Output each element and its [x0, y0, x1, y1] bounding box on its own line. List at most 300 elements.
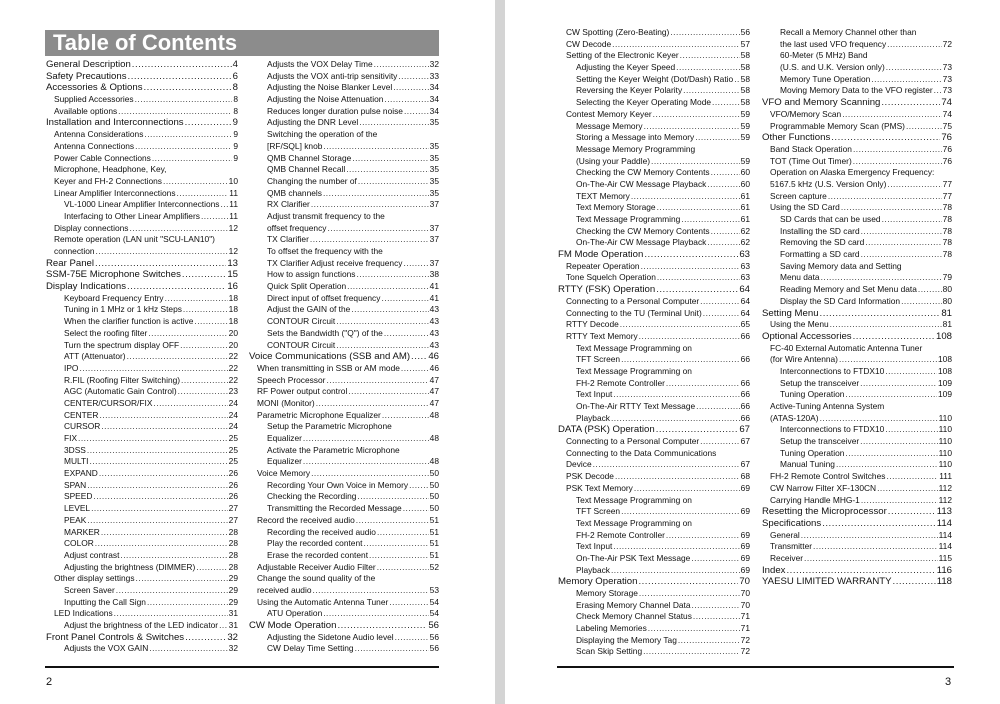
toc-entry[interactable]	[558, 319, 750, 331]
toc-entry[interactable]	[249, 550, 439, 562]
toc-entry[interactable]	[762, 179, 952, 191]
entry-title: Voice Communications (SSB and AM)	[249, 351, 411, 363]
toc-entry[interactable]	[46, 421, 238, 433]
toc-entry[interactable]	[249, 632, 439, 644]
toc-entry[interactable]	[249, 269, 439, 281]
toc-entry[interactable]	[46, 340, 238, 352]
entry-title: Safety Precautions	[46, 70, 127, 82]
toc-entry[interactable]	[762, 378, 952, 390]
entry-page-number: 12	[228, 222, 238, 233]
toc-entry[interactable]	[249, 538, 439, 550]
toc-entry[interactable]	[558, 191, 750, 203]
toc-entry[interactable]	[46, 363, 238, 375]
entry-title: CW Delay Time Setting	[267, 643, 354, 654]
entry-page-number: 48	[429, 409, 439, 420]
toc-entry[interactable]	[249, 468, 439, 480]
toc-entry[interactable]	[46, 316, 238, 328]
dot-leader	[398, 71, 428, 83]
toc-entry[interactable]	[249, 363, 439, 375]
toc-entry[interactable]	[46, 597, 238, 609]
toc-entry[interactable]	[46, 188, 238, 200]
toc-entry[interactable]	[46, 223, 238, 235]
entry-page-number: 37	[429, 222, 439, 233]
toc-entry[interactable]	[762, 530, 952, 542]
toc-entry[interactable]	[558, 74, 750, 86]
toc-entry[interactable]	[249, 176, 439, 188]
toc-entry[interactable]	[249, 94, 439, 106]
toc-entry[interactable]	[46, 375, 238, 387]
entry-page-number: 69	[740, 482, 750, 493]
toc-entry[interactable]	[249, 328, 439, 340]
dot-leader	[703, 308, 740, 320]
entry-page-number: 76	[942, 143, 952, 154]
toc-entry[interactable]	[249, 643, 439, 655]
toc-column	[249, 59, 439, 655]
entry-title: Text Input	[576, 541, 613, 552]
toc-entry[interactable]	[249, 491, 439, 503]
toc-entry[interactable]	[46, 129, 238, 141]
toc-section-entry[interactable]	[46, 632, 238, 644]
toc-entry[interactable]	[249, 234, 439, 246]
toc-entry[interactable]	[249, 258, 439, 270]
entry-page-number: 35	[429, 175, 439, 186]
toc-section-entry[interactable]	[46, 117, 238, 129]
toc-entry[interactable]	[46, 106, 238, 118]
entry-title: Record the received audio	[257, 514, 355, 525]
toc-entry[interactable]	[762, 74, 952, 86]
entry-page-number: 8	[233, 105, 238, 116]
entry-title: Memory Storage	[576, 588, 638, 598]
toc-entry[interactable]	[46, 410, 238, 422]
entry-title: Play the recorded content	[267, 538, 363, 549]
dot-leader	[615, 471, 740, 483]
toc-entry[interactable]	[249, 153, 439, 165]
toc-entry[interactable]	[762, 62, 952, 74]
toc-entry[interactable]	[46, 620, 238, 632]
toc-entry-line: Saving Memory data and Setting	[780, 260, 902, 271]
toc-entry[interactable]	[249, 585, 439, 597]
toc-entry[interactable]	[558, 378, 750, 390]
toc-entry[interactable]	[762, 272, 952, 284]
entry-title: Device	[566, 459, 592, 470]
toc-entry[interactable]	[46, 480, 238, 492]
entry-page-number: 77	[942, 178, 952, 189]
dot-leader	[853, 156, 942, 168]
entry-page-number: 48	[429, 433, 439, 443]
entry-page-number: 70	[739, 576, 750, 588]
toc-entry[interactable]	[558, 109, 750, 121]
toc-entry[interactable]	[558, 39, 750, 51]
toc-entry[interactable]	[249, 433, 439, 445]
toc-entry[interactable]	[249, 293, 439, 305]
toc-entry[interactable]	[558, 530, 750, 542]
dot-leader	[127, 281, 226, 293]
entry-page-number: 13	[227, 257, 238, 269]
toc-entry[interactable]	[762, 541, 952, 553]
entry-page-number: 64	[740, 295, 750, 306]
entry-page-number: 79	[942, 272, 952, 283]
entry-page-number: 59	[740, 132, 750, 143]
toc-entry[interactable]	[762, 483, 952, 495]
toc-entry[interactable]	[46, 328, 238, 340]
toc-entry[interactable]	[558, 308, 750, 320]
toc-entry[interactable]	[558, 389, 750, 401]
toc-entry[interactable]	[762, 109, 952, 121]
toc-entry[interactable]	[558, 354, 750, 366]
toc-entry[interactable]	[46, 503, 238, 515]
entry-title: Resetting the Microprocessor	[762, 506, 887, 518]
toc-entry[interactable]	[46, 211, 238, 223]
toc-section-entry[interactable]	[762, 308, 952, 320]
toc-entry[interactable]	[46, 398, 238, 410]
toc-section-entry[interactable]	[558, 576, 750, 588]
dot-leader	[384, 94, 428, 106]
entry-page-number: 114	[938, 529, 952, 540]
dot-leader	[881, 97, 940, 109]
entry-title: TFT Screen	[576, 506, 621, 517]
toc-entry[interactable]	[558, 506, 750, 518]
dot-leader	[91, 503, 228, 515]
dot-leader	[196, 562, 227, 574]
toc-entry[interactable]	[46, 199, 238, 211]
toc-entry[interactable]	[249, 281, 439, 293]
toc-entry[interactable]	[558, 27, 750, 39]
entry-page-number: 9	[232, 117, 238, 129]
page-number: 3	[945, 676, 952, 688]
dot-leader	[153, 398, 227, 410]
toc-entry[interactable]	[249, 316, 439, 328]
entry-page-number: 110	[938, 436, 952, 447]
toc-section-entry[interactable]	[46, 269, 238, 281]
toc-entry[interactable]	[762, 39, 952, 51]
toc-entry[interactable]	[46, 562, 238, 574]
toc-entry[interactable]	[762, 191, 952, 203]
entry-title: Checking the CW Memory Contents	[576, 167, 710, 178]
dot-leader	[676, 62, 740, 74]
dot-leader	[326, 375, 428, 387]
toc-entry[interactable]	[558, 401, 750, 413]
dot-leader	[711, 167, 740, 179]
toc-section-entry[interactable]	[558, 424, 750, 436]
toc-entry[interactable]	[46, 176, 238, 188]
toc-entry[interactable]	[762, 495, 952, 507]
dot-leader	[323, 188, 429, 200]
toc-entry[interactable]	[46, 573, 238, 585]
toc-section-entry[interactable]	[46, 281, 238, 293]
toc-entry[interactable]	[558, 436, 750, 448]
toc-section-entry[interactable]	[249, 620, 439, 632]
toc-entry[interactable]	[558, 62, 750, 74]
toc-entry[interactable]	[249, 527, 439, 539]
entry-page-number: 67	[740, 459, 750, 470]
toc-entry[interactable]	[558, 646, 750, 658]
toc-entry[interactable]	[762, 448, 952, 460]
toc-entry[interactable]	[46, 141, 238, 153]
toc-entry[interactable]	[558, 565, 750, 577]
entry-page-number: 9	[233, 140, 238, 151]
entry-title: Direct input of offset frequency	[267, 292, 381, 303]
entry-page-number: 15	[227, 269, 238, 281]
toc-entry[interactable]	[762, 459, 952, 471]
dot-leader	[148, 328, 227, 340]
toc-section-entry[interactable]	[249, 351, 439, 363]
toc-entry[interactable]	[558, 553, 750, 565]
toc-entry[interactable]	[558, 226, 750, 238]
toc-entry[interactable]	[558, 167, 750, 179]
toc-entry[interactable]	[762, 424, 952, 436]
toc-entry[interactable]	[46, 153, 238, 165]
entry-title: PEAK	[64, 514, 87, 525]
toc-section-entry[interactable]	[762, 331, 952, 343]
entry-page-number: 48	[429, 456, 439, 467]
toc-entry[interactable]	[249, 456, 439, 468]
toc-entry-line: Switching the operation of the	[267, 129, 378, 140]
dot-leader	[311, 468, 429, 480]
entry-title: DATA (PSK) Operation	[558, 424, 655, 436]
toc-entry[interactable]	[762, 296, 952, 308]
toc-entry[interactable]	[762, 413, 952, 425]
toc-entry[interactable]	[249, 106, 439, 118]
toc-entry[interactable]	[46, 433, 238, 445]
toc-entry[interactable]	[558, 331, 750, 343]
toc-section-entry[interactable]	[762, 576, 952, 588]
entry-page-number: 69	[740, 564, 750, 575]
toc-entry[interactable]	[249, 410, 439, 422]
toc-entry[interactable]	[249, 71, 439, 83]
dot-leader	[393, 82, 428, 94]
dot-leader	[101, 421, 227, 433]
entry-page-number: 28	[228, 538, 238, 549]
entry-title: When the clarifier function is active	[64, 316, 194, 327]
toc-entry-line: Operation on Alaska Emergency Frequency:	[770, 167, 935, 178]
toc-entry[interactable]	[46, 445, 238, 457]
entry-page-number: 58	[740, 73, 750, 84]
entry-page-number: 80	[942, 284, 952, 295]
entry-title: CW Spotting (Zero-Beating)	[566, 27, 670, 37]
entry-title: Speech Processor	[257, 374, 326, 385]
entry-title: How to assign functions	[267, 269, 356, 280]
toc-entry[interactable]	[558, 600, 750, 612]
entry-page-number: 34	[429, 105, 439, 116]
toc-entry[interactable]	[249, 398, 439, 410]
dot-leader	[639, 588, 740, 600]
entry-page-number: 60	[740, 178, 750, 189]
toc-entry-line: Microphone, Headphone, Key,	[54, 164, 167, 175]
toc-entry[interactable]	[762, 471, 952, 483]
entry-page-number: 56	[429, 631, 439, 642]
entry-title: Antenna Considerations	[54, 129, 144, 140]
toc-entry[interactable]	[249, 515, 439, 527]
toc-entry[interactable]	[558, 214, 750, 226]
toc-entry[interactable]	[46, 527, 238, 539]
entry-page-number: 58	[740, 62, 750, 73]
dot-leader	[644, 249, 738, 261]
toc-entry[interactable]	[249, 608, 439, 620]
toc-entry[interactable]	[762, 319, 952, 331]
toc-entry[interactable]	[558, 471, 750, 483]
toc-entry[interactable]	[249, 141, 439, 153]
entry-title: MULTI	[64, 456, 89, 467]
toc-entry[interactable]	[46, 293, 238, 305]
toc-entry[interactable]	[762, 202, 952, 214]
toc-entry[interactable]	[558, 179, 750, 191]
toc-entry[interactable]	[249, 82, 439, 94]
dot-leader	[165, 293, 228, 305]
entry-page-number: 12	[228, 246, 238, 256]
toc-entry[interactable]	[46, 550, 238, 562]
toc-column	[762, 27, 952, 588]
toc-entry-line: 60-Meter (5 MHz) Band	[780, 50, 868, 61]
dot-leader	[657, 202, 740, 214]
toc-entry[interactable]	[558, 296, 750, 308]
entry-title: Transmitter	[770, 541, 813, 552]
toc-entry[interactable]	[558, 635, 750, 647]
toc-section-entry[interactable]	[558, 284, 750, 296]
toc-section-entry[interactable]	[762, 518, 952, 530]
toc-section-entry[interactable]	[46, 71, 238, 83]
entry-title: Equalizer	[267, 433, 302, 443]
toc-entry[interactable]	[558, 413, 750, 425]
toc-entry[interactable]	[249, 386, 439, 398]
entry-page-number: 61	[740, 214, 750, 224]
toc-entry[interactable]	[762, 389, 952, 401]
toc-section-entry[interactable]	[762, 132, 952, 144]
toc-entry[interactable]	[762, 553, 952, 565]
toc-entry[interactable]	[558, 97, 750, 109]
toc-entry[interactable]	[46, 468, 238, 480]
toc-entry[interactable]	[46, 386, 238, 398]
toc-entry[interactable]	[46, 304, 238, 316]
entry-page-number: 50	[429, 503, 439, 514]
toc-entry[interactable]	[46, 643, 238, 655]
toc-entry-line: Remote operation (LAN unit "SCU-LAN10")	[54, 234, 215, 245]
toc-entry[interactable]	[762, 354, 952, 366]
toc-entry[interactable]	[249, 223, 439, 235]
toc-entry[interactable]	[558, 237, 750, 249]
entry-page-number: 81	[942, 319, 952, 330]
toc-entry[interactable]	[762, 284, 952, 296]
entry-page-number: 27	[228, 503, 238, 514]
toc-entry[interactable]	[249, 340, 439, 352]
toc-entry[interactable]	[558, 611, 750, 623]
toc-entry[interactable]	[558, 85, 750, 97]
toc-entry[interactable]	[558, 121, 750, 133]
toc-entry[interactable]	[46, 538, 238, 550]
toc-section-entry[interactable]	[46, 258, 238, 270]
toc-entry[interactable]	[249, 597, 439, 609]
entry-page-number: 8	[232, 82, 238, 94]
toc-section-entry[interactable]	[762, 506, 952, 518]
toc-entry[interactable]	[762, 85, 952, 97]
toc-section-entry[interactable]	[46, 59, 238, 71]
toc-entry[interactable]	[46, 608, 238, 620]
toc-entry[interactable]	[558, 202, 750, 214]
toc-entry[interactable]	[249, 164, 439, 176]
toc-entry[interactable]	[762, 144, 952, 156]
toc-section-entry[interactable]	[762, 97, 952, 109]
toc-entry[interactable]	[46, 515, 238, 527]
toc-entry[interactable]	[558, 272, 750, 284]
toc-entry[interactable]	[558, 50, 750, 62]
toc-entry[interactable]	[46, 491, 238, 503]
entry-title: CENTER/CURSOR/FIX	[64, 397, 153, 408]
toc-entry[interactable]	[558, 588, 750, 600]
dot-leader	[310, 234, 429, 246]
dot-leader	[885, 366, 937, 378]
toc-entry[interactable]	[249, 188, 439, 200]
dot-leader	[860, 436, 937, 448]
toc-entry[interactable]	[558, 623, 750, 635]
toc-entry[interactable]	[249, 199, 439, 211]
toc-entry[interactable]	[762, 214, 952, 226]
dot-leader	[136, 573, 228, 585]
toc-entry[interactable]	[249, 117, 439, 129]
toc-entry[interactable]	[249, 304, 439, 316]
dot-leader	[118, 106, 232, 118]
entry-page-number: 32	[227, 631, 238, 643]
toc-entry[interactable]	[762, 249, 952, 261]
toc-entry[interactable]	[46, 246, 238, 258]
entry-title: Adjusts the VOX GAIN	[64, 643, 149, 654]
toc-entry[interactable]	[46, 456, 238, 468]
toc-section-entry[interactable]	[558, 249, 750, 261]
toc-entry[interactable]	[558, 483, 750, 495]
entry-page-number: 62	[740, 225, 750, 236]
toc-entry[interactable]	[558, 132, 750, 144]
toc-entry[interactable]	[249, 59, 439, 71]
dot-leader	[403, 258, 428, 270]
toc-entry[interactable]	[558, 261, 750, 273]
toc-entry[interactable]	[249, 375, 439, 387]
toc-entry[interactable]	[46, 94, 238, 106]
toc-entry[interactable]	[249, 562, 439, 574]
entry-page-number: 110	[938, 447, 952, 458]
toc-entry[interactable]	[558, 459, 750, 471]
toc-entry[interactable]	[762, 237, 952, 249]
toc-entry[interactable]	[46, 351, 238, 363]
dot-leader	[79, 363, 227, 375]
toc-entry[interactable]	[762, 436, 952, 448]
dot-leader	[95, 258, 226, 270]
dot-leader	[845, 448, 937, 460]
toc-entry[interactable]	[762, 121, 952, 133]
entry-title: Interconnections to FTDX10	[780, 365, 885, 376]
toc-entry[interactable]	[558, 541, 750, 553]
toc-entry[interactable]	[762, 226, 952, 238]
toc-section-entry[interactable]	[46, 82, 238, 94]
entry-title: Recording the received audio	[267, 526, 376, 537]
dot-leader	[641, 261, 740, 273]
toc-section-entry[interactable]	[762, 565, 952, 577]
toc-entry[interactable]	[249, 503, 439, 515]
toc-entry[interactable]	[249, 480, 439, 492]
entry-title: Tuning Operation	[780, 389, 845, 400]
entry-title: Antenna Connections	[54, 140, 135, 151]
entry-page-number: 29	[228, 596, 238, 607]
toc-entry[interactable]	[46, 585, 238, 597]
entry-page-number: 47	[429, 386, 439, 397]
toc-title-bar	[45, 30, 439, 56]
toc-entry[interactable]	[762, 156, 952, 168]
entry-title: SSM-75E Microphone Switches	[46, 269, 181, 281]
entry-page-number: 43	[429, 339, 439, 350]
entry-title: [RF/SQL] knob	[267, 140, 323, 151]
toc-entry[interactable]	[762, 366, 952, 378]
toc-entry[interactable]	[558, 156, 750, 168]
entry-page-number: 78	[942, 225, 952, 236]
dot-leader	[621, 506, 740, 518]
entry-title: Using the SD Card	[770, 202, 840, 213]
